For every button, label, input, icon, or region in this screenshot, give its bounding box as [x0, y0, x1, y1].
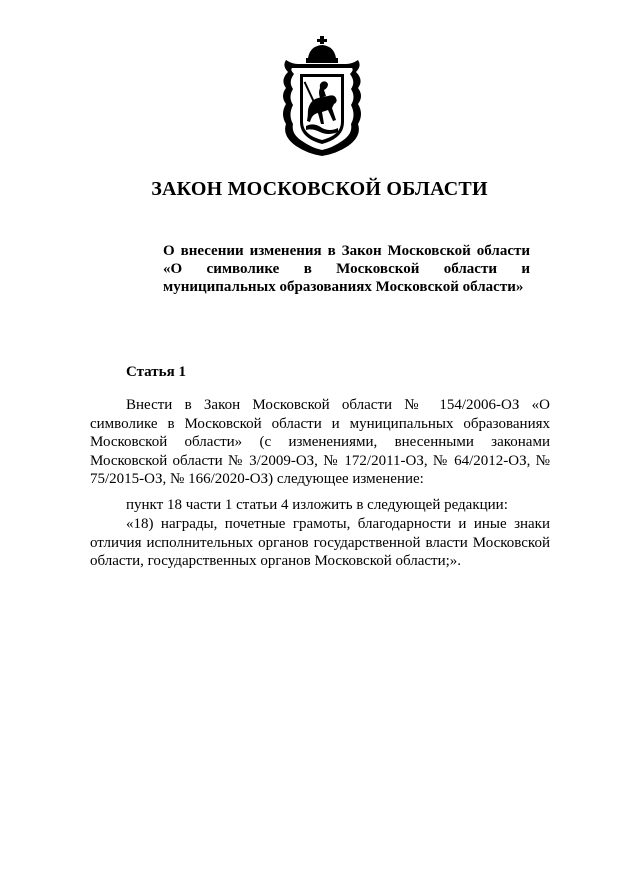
article-paragraph: Внести в Закон Московской области № 154/2006-ОЗ «О символике в Московской области и муниципальных образованиях Московской области» (с изменениями, внесенными законами Московской области № 3/2009-ОЗ, № 172/2011-ОЗ, № 64/2012-ОЗ, № 75/2015-ОЗ, № 166/2020-ОЗ) следующее изменение: — [90, 397, 550, 487]
law-subject: О внесении изменения в Закон Московской области «О символике в Московской области и муниципальных образованиях Московской области» — [163, 243, 530, 295]
article-paragraph: пункт 18 части 1 статьи 4 изложить в следующей редакции: — [126, 497, 508, 513]
article-paragraph: «18) награды, почетные грамоты, благодарности и иные знаки отличия исполнительных органов государственной власти Московской области, государственных органов Московской области;». — [90, 516, 550, 569]
document-title: ЗАКОН МОСКОВСКОЙ ОБЛАСТИ — [151, 178, 488, 200]
article-heading: Статья 1 — [126, 364, 186, 380]
coat-of-arms-icon — [278, 36, 366, 158]
